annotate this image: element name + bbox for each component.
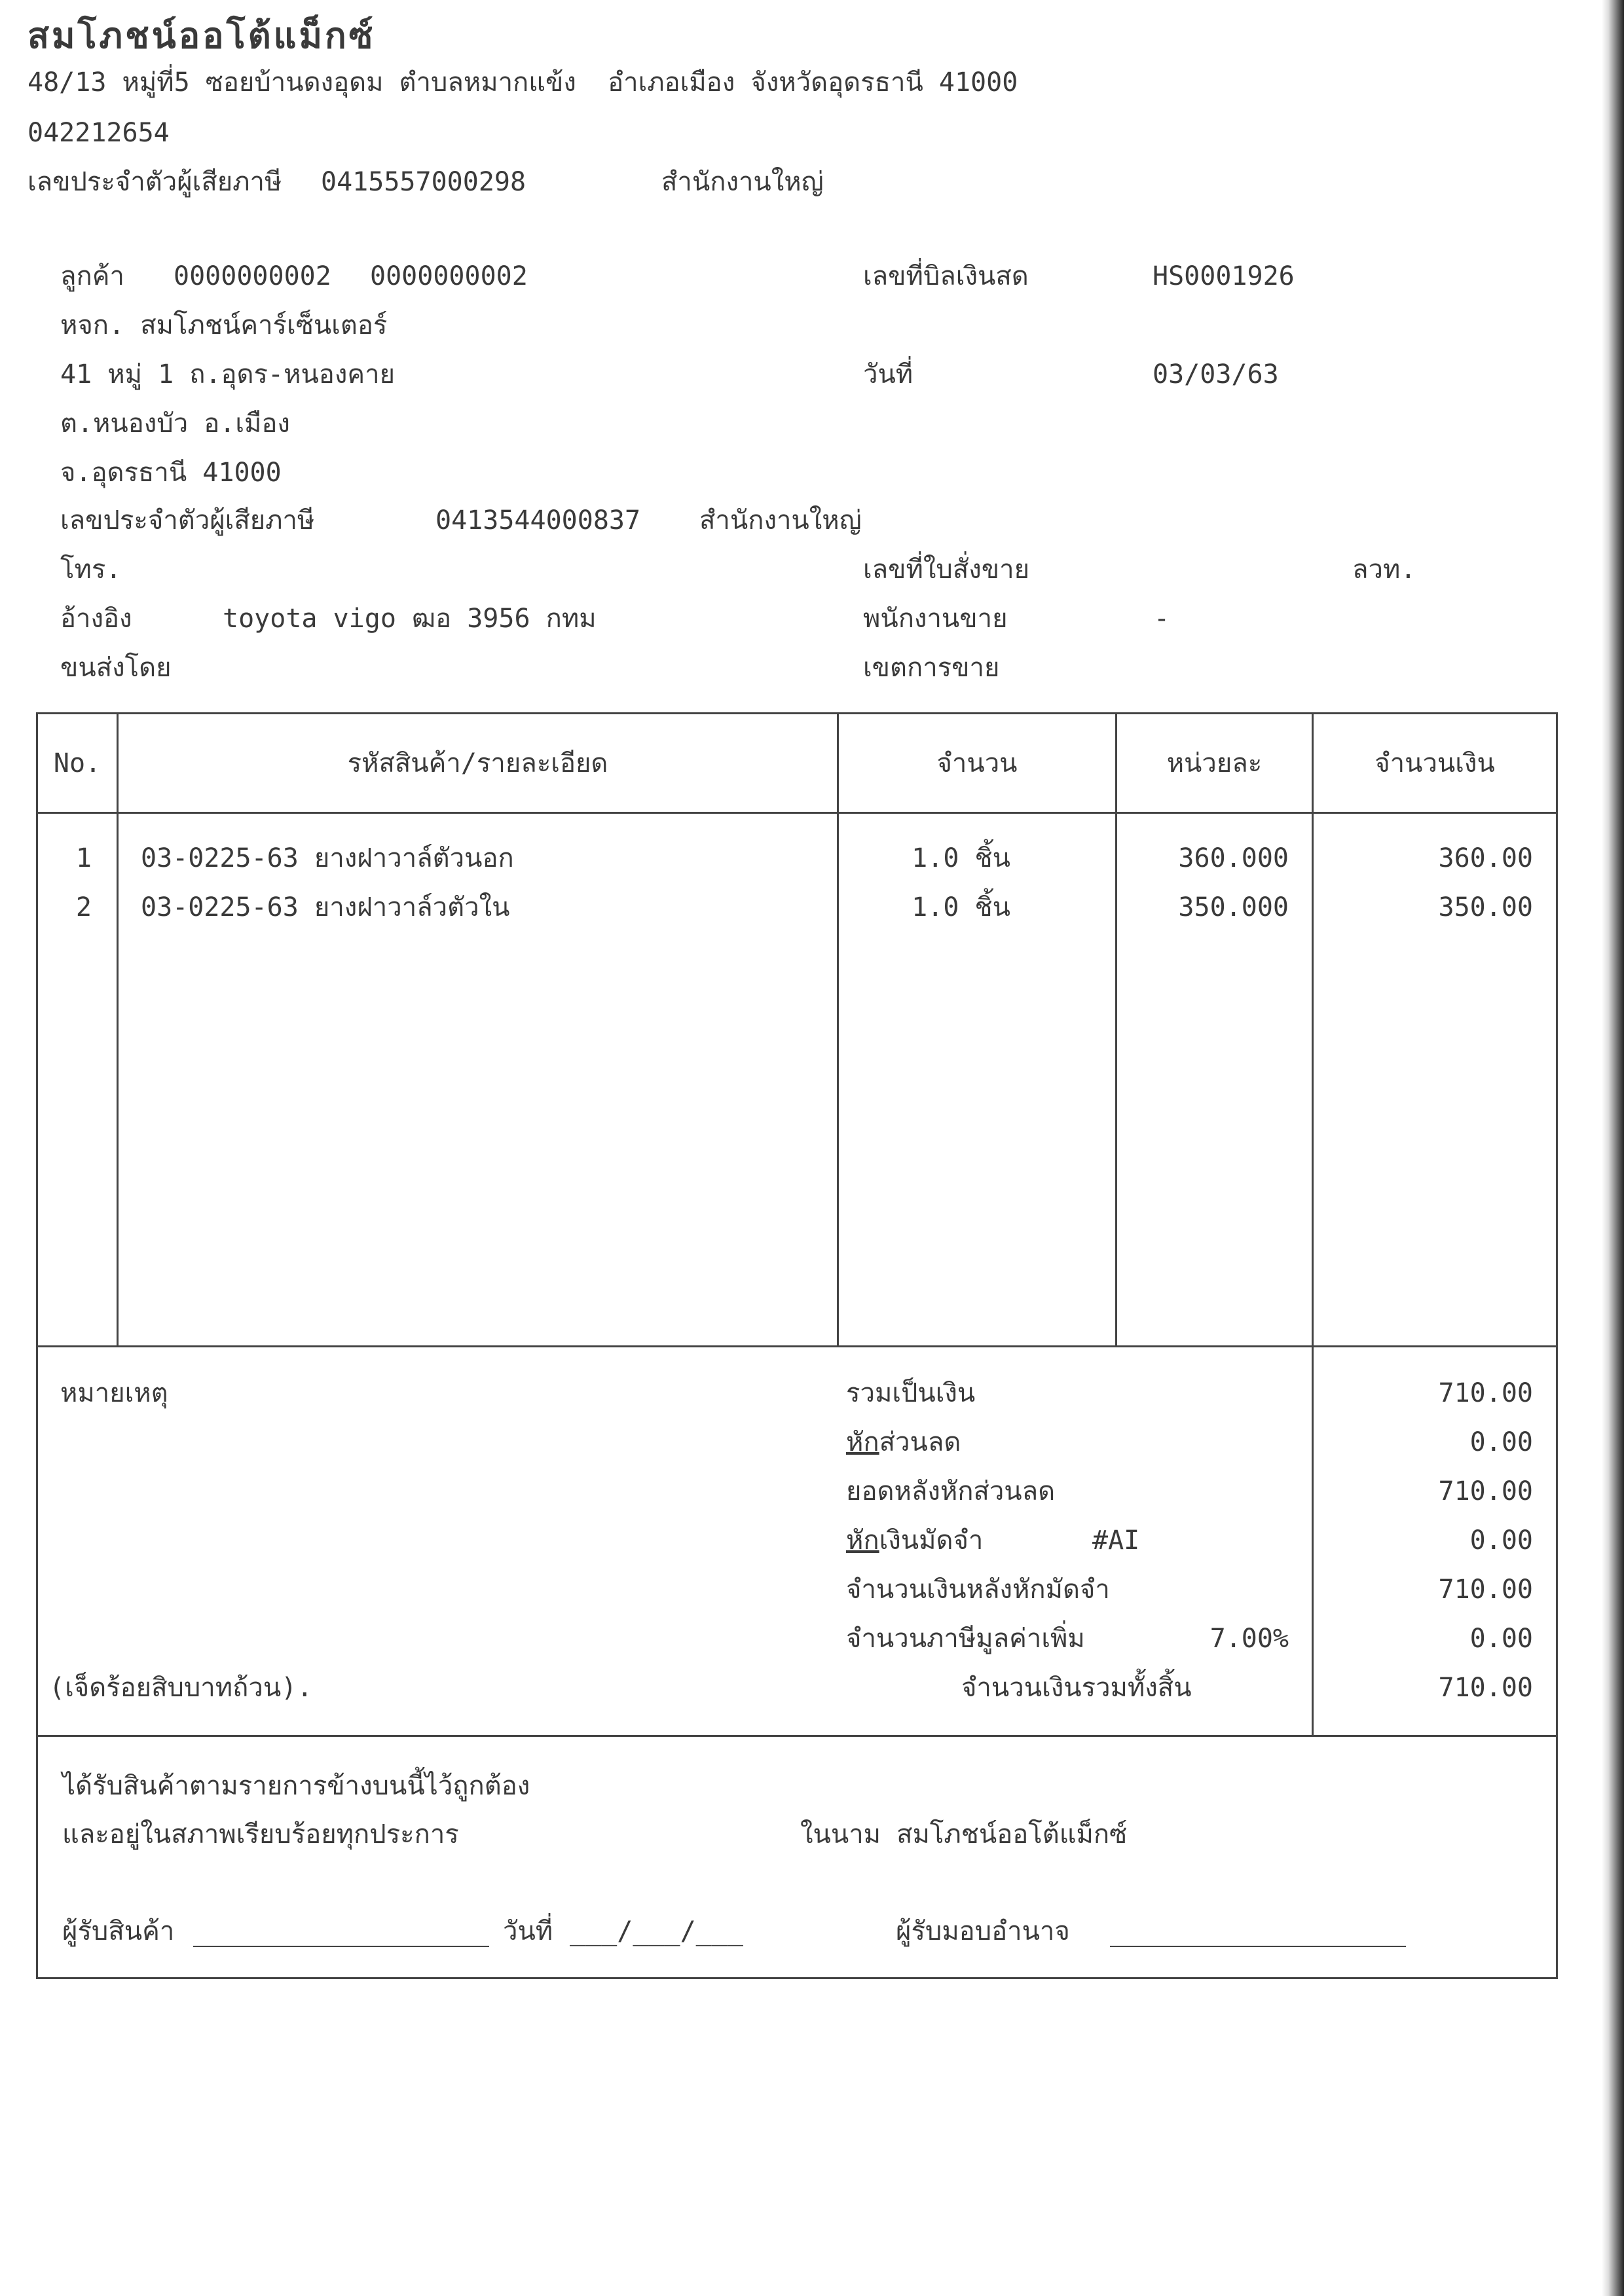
discount-prefix: หัก (846, 1427, 879, 1457)
grand-total-label: จำนวนเงินรวมทั้งสิ้น (961, 1673, 1192, 1703)
customer-address-1: 41 หมู่ 1 ถ.อุดร-หนองคาย (60, 359, 396, 390)
row-no: 1 (75, 843, 92, 873)
discount-text: ส่วนลด (879, 1427, 961, 1457)
customer-ship-label: ขนส่งโดย (60, 653, 172, 683)
row-quantity: 1.0 ชิ้น (912, 892, 1010, 922)
after-discount-label: ยอดหลังหักส่วนลด (846, 1476, 1056, 1506)
customer-ref-label: อ้างอิง (60, 604, 132, 634)
header-unit-price: หน่วยละ (1166, 748, 1263, 778)
row-amount: 350.00 (1438, 892, 1533, 922)
total-in-words: (เจ็ดร้อยสิบบาทถ้วน). (49, 1673, 313, 1703)
deposit-value: 0.00 (1469, 1525, 1533, 1556)
on-behalf-of: ในนาม สมโภชน์ออโต้แม็กซ์ (800, 1819, 1128, 1850)
header-quantity: จำนวน (936, 748, 1018, 778)
row-unit-price: 350.000 (1178, 892, 1289, 922)
customer-code: 0000000002 (174, 261, 331, 291)
bill-no: HS0001926 (1153, 261, 1295, 291)
after-deposit-label: จำนวนเงินหลังหักมัดจำ (846, 1575, 1110, 1605)
company-phone: 042212654 (28, 118, 170, 148)
customer-ref: toyota vigo ฒอ 3956 กทม (223, 604, 597, 634)
receiver-date-label: วันที่ (503, 1916, 553, 1946)
header-description: รหัสสินค้า/รายละเอียด (347, 748, 608, 778)
bill-no-label: เลขที่บิลเงินสด (863, 261, 1029, 291)
bill-date-label: วันที่ (863, 359, 913, 390)
row-no: 2 (75, 892, 92, 922)
customer-code-2: 0000000002 (370, 261, 528, 291)
receiver-signature-line (193, 1946, 489, 1947)
vat-rate: 7.00% (1209, 1624, 1289, 1654)
deposit-code: #AI (1092, 1525, 1140, 1556)
company-tax-id: 0415557000298 (321, 167, 526, 197)
received-statement-1: ได้รับสินค้าตามรายการข้างบนนี้ไว้ถูกต้อง (62, 1771, 530, 1801)
vat-label: จำนวนภาษีมูลค่าเพิ่ม (846, 1624, 1085, 1654)
customer-phone-label: โทร. (60, 555, 122, 585)
receiver-date-blank: ___/___/___ (570, 1916, 743, 1946)
row-description: 03-0225-63 ยางฝาวาล์วตัวใน (141, 892, 510, 922)
row-description: 03-0225-63 ยางฝาวาล์ตัวนอก (141, 843, 514, 873)
customer-address-3: จ.อุดรธานี 41000 (60, 458, 282, 488)
header-amount: จำนวนเงิน (1375, 748, 1495, 778)
deposit-prefix: หัก (846, 1525, 879, 1556)
customer-address-2: ต.หนองบัว อ.เมือง (60, 409, 290, 439)
deposit-label (846, 1527, 983, 1554)
order-no-label: เลขที่ใบสั่งขาย (863, 555, 1030, 585)
customer-tax-id: 0413544000837 (435, 505, 641, 536)
company-branch: สำนักงานใหญ่ (661, 167, 824, 197)
row-amount: 360.00 (1438, 843, 1533, 873)
salesperson: - (1154, 604, 1170, 634)
vat-value: 0.00 (1469, 1624, 1533, 1654)
company-tax-label: เลขประจำตัวผู้เสียภาษี (28, 167, 282, 197)
bill-date: 03/03/63 (1153, 359, 1279, 390)
salesperson-label: พนักงานขาย (863, 604, 1008, 634)
company-name: สมโภชน์ออโต้แม็กซ์ (28, 15, 376, 56)
customer-label: ลูกค้า (60, 261, 124, 291)
receiver-label: ผู้รับสินค้า (62, 1916, 175, 1946)
scan-edge (1602, 0, 1624, 2296)
customer-tax-label: เลขประจำตัวผู้เสียภาษี (60, 505, 315, 536)
order-code: ลวท. (1352, 555, 1416, 585)
row-quantity: 1.0 ชิ้น (912, 843, 1010, 873)
discount-value: 0.00 (1469, 1427, 1533, 1457)
customer-name: หจก. สมโภชน์คาร์เซ็นเตอร์ (60, 310, 388, 340)
authorized-label: ผู้รับมอบอำนาจ (896, 1916, 1070, 1946)
subtotal-label: รวมเป็นเงิน (846, 1378, 976, 1408)
deposit-text: เงินมัดจำ (879, 1525, 984, 1556)
company-address: 48/13 หมู่ที่5 ซอยบ้านดงอุดม ตำบลหมากแข้ง อำเภอเมือง จังหวัดอุดรธานี 41000 (28, 67, 1018, 98)
remark-label: หมายเหตุ (60, 1378, 168, 1408)
authorized-signature-line (1110, 1946, 1406, 1947)
customer-branch: สำนักงานใหญ่ (699, 505, 862, 536)
discount-label (846, 1429, 961, 1455)
sales-area-label: เขตการขาย (863, 653, 1000, 683)
subtotal-value: 710.00 (1438, 1378, 1533, 1408)
after-deposit-value: 710.00 (1438, 1575, 1533, 1605)
grand-total-value: 710.00 (1438, 1673, 1533, 1703)
received-statement-2: และอยู่ในสภาพเรียบร้อยทุกประการ (62, 1819, 459, 1850)
header-no: No. (53, 748, 101, 778)
row-unit-price: 360.000 (1178, 843, 1289, 873)
after-discount-value: 710.00 (1438, 1476, 1533, 1506)
